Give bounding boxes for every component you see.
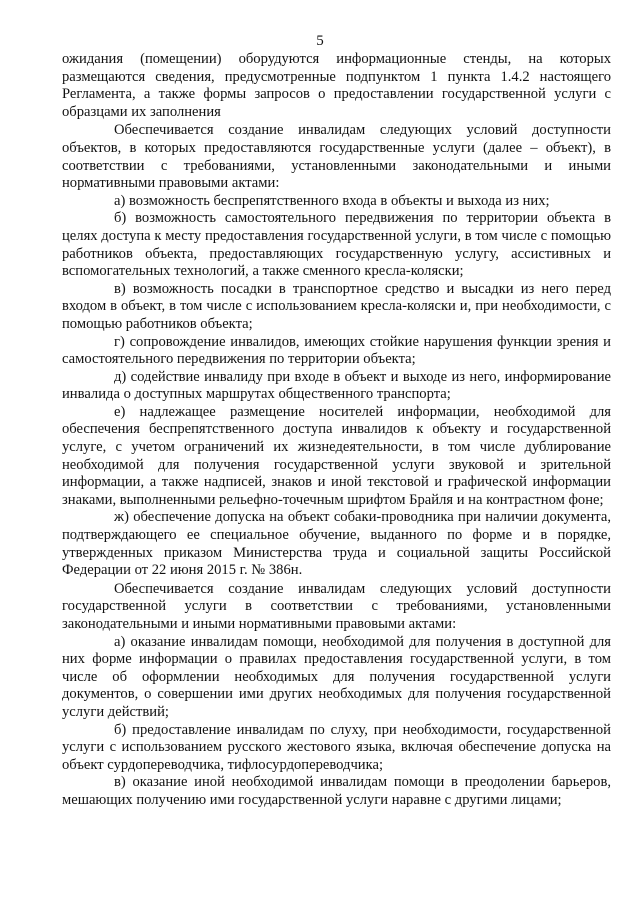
service-list-item-v: в) оказание иной необходимой инвалидам помощи в преодолении барьеров, мешающих получению ими государственной услуги наравне с другими лицами; [62,774,611,808]
list-item-v: в) возможность посадки в транспортное средство и высадки из него перед входом в объект, в том числе с использованием кресла-коляски и, при необходимости, с помощью работников объекта; [62,280,611,332]
document-body [62,51,611,810]
paragraph-service-accessibility-intro: Обеспечивается создание инвалидам следующих условий доступности государственной услуги в соответствии с требованиями, установленными законодательными и иными нормативными правовыми актами: [62,580,611,632]
list-item-a: а) возможность беспрепятственного входа в объекты и выхода из них; [114,192,550,209]
service-list-item-a: а) оказание инвалидам помощи, необходимой для получения в доступной для них форме информации о правилах предоставления государственной услуги, в том числе об оформлении необходимых для получения государственной услуги документов, о совершении ими других необходимых для получения государственной услуги действий; [62,633,611,720]
list-item-e: е) надлежащее размещение носителей информации, необходимой для обеспечения беспрепятственного доступа инвалидов к объекту и государственной услуге, с учетом ограничений их жизнедеятельности, в том числе дублирование необходимой для получения государственной услуги звуковой и зрительной информации, а также надписей, знаков и иной текстовой и графической информации знаками, выполненными рельефно-точечным шрифтом Брайля и на контрастном фоне; [62,403,611,508]
list-item-zh: ж) обеспечение допуска на объект собаки-проводника при наличии документа, подтверждающего ее специальное обучение, выданного по форме и в порядке, утвержденных приказом Министерства труда и социальной защиты Российской Федерации от 22 июня 2015 г. № 386н. [62,509,611,579]
paragraph-continuation: ожидания (помещении) оборудуются информационные стенды, на которых размещаются сведения, предусмотренные подпунктом 1 пункта 1.4.2 настоящего Регламента, а также формы запросов о предоставлении государственной услуги с образцами их заполнения [62,51,611,120]
list-item-g: г) сопровождение инвалидов, имеющих стойкие нарушения функции зрения и самостоятельного передвижения по территории объекта; [62,333,611,368]
page-number: 5 [316,33,324,49]
list-item-b: б) возможность самостоятельного передвижения по территории объекта в целях доступа к месту предоставления государственной услуги, в том числе с помощью работников объекта, предоставляющих государственную услугу, ассистивных и вспомогательных технологий, а также сменного кресла-коляски; [62,210,611,280]
list-item-d: д) содействие инвалиду при входе в объект и выходе из него, информирование инвалида о доступных маршрутах общественного транспорта; [62,368,611,403]
service-list-item-b: б) предоставление инвалидам по слуху, при необходимости, государственной услуги с использованием русского жестового языка, включая обеспечение допуска на объект сурдопереводчика, тифлосурдопереводчика; [62,721,611,773]
paragraph-object-accessibility-intro: Обеспечивается создание инвалидам следующих условий доступности объектов, в которых предоставляются государственные услуги (далее – объект), в соответствии с требованиями, установленными законодательными и иными нормативными правовыми актами: [62,122,611,192]
